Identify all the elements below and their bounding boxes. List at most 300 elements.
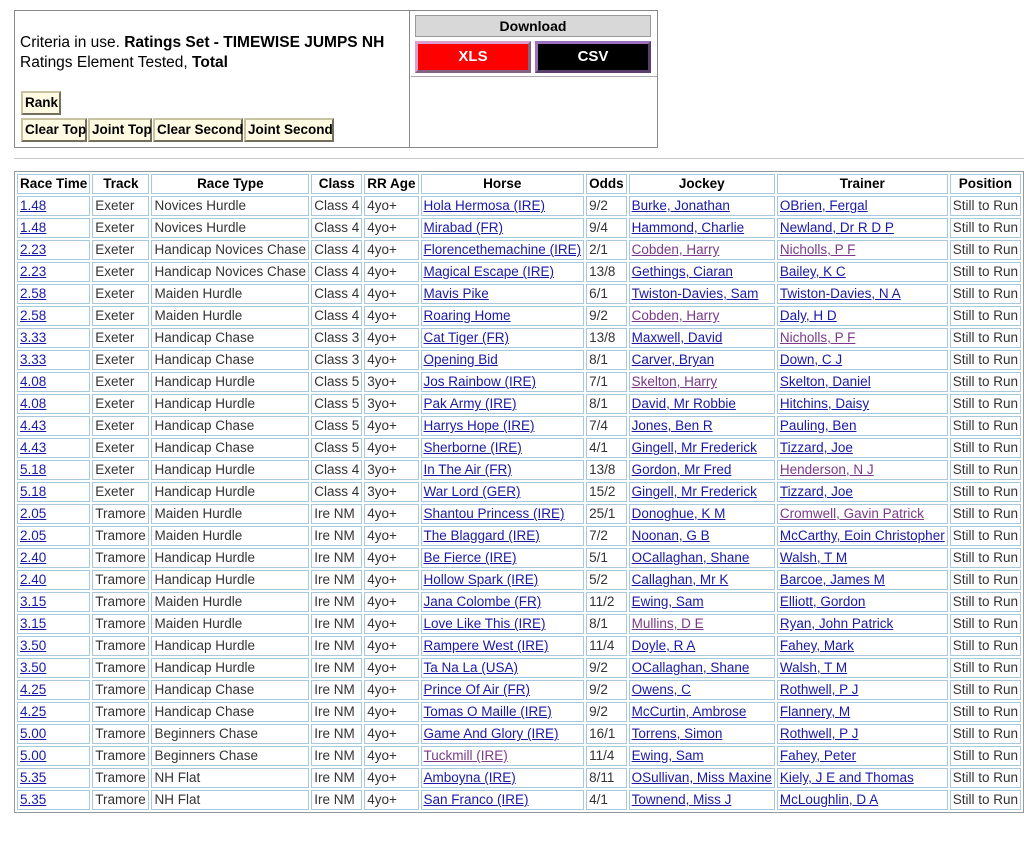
class-cell: Class 5 (311, 416, 362, 436)
class-cell: Class 4 (311, 306, 362, 326)
table-row (17, 702, 1021, 722)
class-cell: Class 4 (311, 460, 362, 480)
trainer-cell (777, 196, 948, 216)
race-type-cell: NH Flat (151, 768, 309, 788)
race-time-link[interactable]: 3.50 (20, 638, 47, 653)
race-time-cell (17, 240, 90, 260)
odds-cell: 11/4 (586, 746, 627, 766)
trainer-link[interactable]: Tizzard, Joe (779, 484, 853, 499)
horse-link[interactable]: Roaring Home (423, 308, 511, 323)
jockey-link[interactable]: Skelton, Harry (631, 374, 718, 389)
table-row (17, 504, 1021, 524)
race-type-cell: Handicap Chase (151, 416, 309, 436)
horse-cell (421, 526, 585, 546)
clear-top-button[interactable]: Clear Top (21, 118, 87, 142)
position-cell: Still to Run (950, 196, 1021, 216)
trainer-link[interactable]: OBrien, Fergal (779, 198, 868, 213)
horse-link[interactable]: Mavis Pike (423, 286, 489, 301)
race-type-cell: Handicap Hurdle (151, 482, 309, 502)
download-section (411, 11, 657, 77)
race-time-link[interactable]: 2.58 (20, 308, 47, 323)
trainer-cell (777, 768, 948, 788)
table-row (17, 548, 1021, 568)
race-time-link[interactable]: 4.43 (20, 440, 47, 455)
horse-cell (421, 218, 585, 238)
jockey-cell (629, 438, 775, 458)
trainer-link[interactable]: McLoughlin, D A (779, 792, 879, 807)
trainer-link[interactable]: Nicholls, P F (779, 330, 856, 345)
race-time-cell (17, 680, 90, 700)
trainer-link[interactable]: McCarthy, Eoin Christopher (779, 528, 945, 543)
rr-age-cell: 4yo+ (364, 284, 418, 304)
rr-age-cell: 3yo+ (364, 394, 418, 414)
trainer-cell (777, 372, 948, 392)
race-time-link[interactable]: 1.48 (20, 220, 47, 235)
race-time-link[interactable]: 4.25 (20, 704, 47, 719)
jockey-cell (629, 218, 775, 238)
jockey-link[interactable]: Gingell, Mr Frederick (631, 440, 757, 455)
race-time-link[interactable]: 5.35 (20, 792, 47, 807)
horse-link[interactable]: Cat Tiger (FR) (423, 330, 510, 345)
trainer-link[interactable]: Barcoe, James M (779, 572, 885, 587)
jockey-link[interactable]: David, Mr Robbie (631, 396, 736, 411)
rr-age-cell: 4yo+ (364, 614, 418, 634)
horse-link[interactable]: San Franco (IRE) (423, 792, 529, 807)
track-cell: Exeter (92, 350, 149, 370)
ratings-set: Ratings Set - TIMEWISE JUMPS NH (124, 34, 385, 51)
position-cell: Still to Run (950, 482, 1021, 502)
trainer-cell (777, 350, 948, 370)
position-cell: Still to Run (950, 416, 1021, 436)
race-time-link[interactable]: 3.33 (20, 330, 47, 345)
horse-link[interactable]: Florencethemachine (IRE) (423, 242, 582, 257)
table-row (17, 196, 1021, 216)
track-cell: Exeter (92, 394, 149, 414)
criteria-section (15, 11, 410, 147)
race-time-link[interactable]: 5.00 (20, 726, 47, 741)
horse-link[interactable]: Prince Of Air (FR) (423, 682, 531, 697)
class-cell: Ire NM (311, 724, 362, 744)
race-time-cell (17, 504, 90, 524)
xls-download-button[interactable]: XLS (415, 41, 531, 73)
jockey-cell (629, 548, 775, 568)
position-cell: Still to Run (950, 636, 1021, 656)
race-time-link[interactable]: 2.40 (20, 550, 47, 565)
track-cell: Tramore (92, 702, 149, 722)
trainer-link[interactable]: Skelton, Daniel (779, 374, 871, 389)
jockey-link[interactable]: Ewing, Sam (631, 748, 704, 763)
horse-link[interactable]: Love Like This (IRE) (423, 616, 546, 631)
odds-cell: 16/1 (586, 724, 627, 744)
horse-cell (421, 702, 585, 722)
horse-link[interactable]: Harrys Hope (IRE) (423, 418, 535, 433)
jockey-cell (629, 328, 775, 348)
jockey-link[interactable]: Cobden, Harry (631, 308, 720, 323)
rr-age-cell: 4yo+ (364, 240, 418, 260)
trainer-link[interactable]: Ryan, John Patrick (779, 616, 894, 631)
position-cell: Still to Run (950, 504, 1021, 524)
jockey-link[interactable]: OCallaghan, Shane (631, 550, 750, 565)
class-cell: Class 4 (311, 262, 362, 282)
race-time-link[interactable]: 2.40 (20, 572, 47, 587)
horse-cell (421, 306, 585, 326)
table-row (17, 350, 1021, 370)
trainer-cell (777, 592, 948, 612)
header-position: Position (950, 174, 1021, 194)
position-cell: Still to Run (950, 592, 1021, 612)
odds-cell: 8/1 (586, 350, 627, 370)
track-cell: Tramore (92, 614, 149, 634)
jockey-cell (629, 482, 775, 502)
odds-cell: 25/1 (586, 504, 627, 524)
race-type-cell: Handicap Chase (151, 350, 309, 370)
race-time-cell (17, 746, 90, 766)
track-cell: Tramore (92, 790, 149, 810)
odds-cell: 9/2 (586, 306, 627, 326)
trainer-cell (777, 482, 948, 502)
horse-link[interactable]: Hola Hermosa (IRE) (423, 198, 546, 213)
trainer-link[interactable]: Kiely, J E and Thomas (779, 770, 914, 785)
jockey-cell (629, 570, 775, 590)
position-cell: Still to Run (950, 790, 1021, 810)
horse-cell (421, 680, 585, 700)
track-cell: Exeter (92, 284, 149, 304)
track-cell: Exeter (92, 416, 149, 436)
horse-link[interactable]: Rampere West (IRE) (423, 638, 549, 653)
horse-cell (421, 724, 585, 744)
jockey-link[interactable]: McCurtin, Ambrose (631, 704, 747, 719)
results-table (14, 171, 1024, 813)
jockey-link[interactable]: Noonan, G B (631, 528, 710, 543)
rr-age-cell: 4yo+ (364, 636, 418, 656)
class-cell: Class 4 (311, 240, 362, 260)
trainer-link[interactable]: Walsh, T M (779, 660, 848, 675)
horse-link[interactable]: Jana Colombe (FR) (423, 594, 542, 609)
horse-cell (421, 768, 585, 788)
rr-age-cell: 3yo+ (364, 460, 418, 480)
jockey-link[interactable]: Owens, C (631, 682, 691, 697)
track-cell: Exeter (92, 306, 149, 326)
horse-cell (421, 394, 585, 414)
rank-button[interactable]: Rank (21, 91, 61, 115)
race-type-cell: Maiden Hurdle (151, 504, 309, 524)
horse-link[interactable]: Pak Army (IRE) (423, 396, 517, 411)
track-cell: Tramore (92, 680, 149, 700)
table-row (17, 240, 1021, 260)
trainer-link[interactable]: Flannery, M (779, 704, 851, 719)
trainer-link[interactable]: Twiston-Davies, N A (779, 286, 901, 301)
jockey-link[interactable]: Donoghue, K M (631, 506, 726, 521)
horse-cell (421, 548, 585, 568)
race-time-link[interactable]: 5.18 (20, 484, 47, 499)
race-type-cell: Maiden Hurdle (151, 284, 309, 304)
position-cell: Still to Run (950, 218, 1021, 238)
trainer-link[interactable]: Elliott, Gordon (779, 594, 866, 609)
odds-cell: 9/2 (586, 196, 627, 216)
race-time-link[interactable]: 2.23 (20, 242, 47, 257)
race-time-link[interactable]: 5.18 (20, 462, 47, 477)
rr-age-cell: 4yo+ (364, 262, 418, 282)
race-time-cell (17, 284, 90, 304)
track-cell: Tramore (92, 724, 149, 744)
trainer-link[interactable]: Pauling, Ben (779, 418, 857, 433)
trainer-cell (777, 394, 948, 414)
horse-link[interactable]: Be Fierce (IRE) (423, 550, 517, 565)
race-type-cell: Handicap Novices Chase (151, 240, 309, 260)
horse-cell (421, 438, 585, 458)
race-time-link[interactable]: 4.25 (20, 682, 47, 697)
horse-link[interactable]: The Blaggard (IRE) (423, 528, 540, 543)
class-cell: Class 3 (311, 350, 362, 370)
track-cell: Exeter (92, 218, 149, 238)
race-time-cell (17, 438, 90, 458)
race-type-cell: Maiden Hurdle (151, 306, 309, 326)
trainer-link[interactable]: Bailey, K C (779, 264, 846, 279)
race-time-cell (17, 372, 90, 392)
header-race-time: Race Time (17, 174, 90, 194)
race-type-cell: Handicap Hurdle (151, 636, 309, 656)
trainer-link[interactable]: Down, C J (779, 352, 843, 367)
odds-cell: 8/11 (586, 768, 627, 788)
jockey-link[interactable]: OCallaghan, Shane (631, 660, 750, 675)
trainer-link[interactable]: Fahey, Mark (779, 638, 854, 653)
odds-cell: 6/1 (586, 284, 627, 304)
trainer-cell (777, 702, 948, 722)
jockey-link[interactable]: Doyle, R A (631, 638, 696, 653)
odds-cell: 7/4 (586, 416, 627, 436)
jockey-link[interactable]: OSullivan, Miss Maxine (631, 770, 772, 785)
race-time-cell (17, 394, 90, 414)
trainer-cell (777, 240, 948, 260)
jockey-link[interactable]: Gordon, Mr Fred (631, 462, 732, 477)
jockey-link[interactable]: Twiston-Davies, Sam (631, 286, 759, 301)
race-time-link[interactable]: 3.33 (20, 352, 47, 367)
rr-age-cell: 4yo+ (364, 548, 418, 568)
rr-age-cell: 4yo+ (364, 416, 418, 436)
jockey-link[interactable]: Burke, Jonathan (631, 198, 730, 213)
horse-link[interactable]: War Lord (GER) (423, 484, 521, 499)
track-cell: Tramore (92, 526, 149, 546)
header-race-type: Race Type (151, 174, 309, 194)
joint-top-button[interactable]: Joint Top (88, 118, 152, 142)
class-cell: Ire NM (311, 526, 362, 546)
position-cell: Still to Run (950, 724, 1021, 744)
table-row (17, 680, 1021, 700)
trainer-link[interactable]: Nicholls, P F (779, 242, 856, 257)
position-cell: Still to Run (950, 328, 1021, 348)
horse-link[interactable]: Opening Bid (423, 352, 498, 367)
jockey-cell (629, 262, 775, 282)
position-cell: Still to Run (950, 702, 1021, 722)
horse-link[interactable]: Amboyna (IRE) (423, 770, 516, 785)
clear-second-button[interactable]: Clear Second (153, 118, 243, 142)
odds-cell: 15/2 (586, 482, 627, 502)
race-time-cell (17, 262, 90, 282)
horse-cell (421, 372, 585, 392)
race-time-link[interactable]: 2.05 (20, 528, 47, 543)
jockey-link[interactable]: Cobden, Harry (631, 242, 720, 257)
track-cell: Tramore (92, 548, 149, 568)
track-cell: Exeter (92, 328, 149, 348)
trainer-cell (777, 328, 948, 348)
trainer-cell (777, 438, 948, 458)
horse-link[interactable]: Game And Glory (IRE) (423, 726, 559, 741)
horse-link[interactable]: Tomas O Maille (IRE) (423, 704, 552, 719)
trainer-link[interactable]: Tizzard, Joe (779, 440, 853, 455)
jockey-link[interactable]: Carver, Bryan (631, 352, 715, 367)
trainer-link[interactable]: Henderson, N J (779, 462, 874, 477)
jockey-cell (629, 416, 775, 436)
track-cell: Exeter (92, 372, 149, 392)
class-cell: Ire NM (311, 702, 362, 722)
odds-cell: 13/8 (586, 460, 627, 480)
track-cell: Tramore (92, 504, 149, 524)
horse-link[interactable]: In The Air (FR) (423, 462, 512, 477)
horse-cell (421, 658, 585, 678)
race-type-cell: Handicap Hurdle (151, 570, 309, 590)
jockey-link[interactable]: Mullins, D E (631, 616, 704, 631)
jockey-link[interactable]: Maxwell, David (631, 330, 723, 345)
race-type-cell: Handicap Chase (151, 680, 309, 700)
class-cell: Ire NM (311, 592, 362, 612)
race-type-cell: Maiden Hurdle (151, 614, 309, 634)
horse-link[interactable]: Jos Rainbow (IRE) (423, 374, 537, 389)
jockey-link[interactable]: Jones, Ben R (631, 418, 713, 433)
race-time-link[interactable]: 4.08 (20, 374, 47, 389)
joint-second-button[interactable]: Joint Second (244, 118, 334, 142)
rr-age-cell: 4yo+ (364, 196, 418, 216)
race-type-cell: Novices Hurdle (151, 196, 309, 216)
rr-age-cell: 4yo+ (364, 350, 418, 370)
position-cell: Still to Run (950, 680, 1021, 700)
jockey-link[interactable]: Torrens, Simon (631, 726, 723, 741)
trainer-link[interactable]: Fahey, Peter (779, 748, 857, 763)
horse-link[interactable]: Magical Escape (IRE) (423, 264, 555, 279)
race-time-link[interactable]: 2.58 (20, 286, 47, 301)
race-type-cell: Maiden Hurdle (151, 526, 309, 546)
rr-age-cell: 4yo+ (364, 328, 418, 348)
jockey-link[interactable]: Gingell, Mr Frederick (631, 484, 757, 499)
table-row (17, 570, 1021, 590)
jockey-link[interactable]: Hammond, Charlie (631, 220, 745, 235)
trainer-link[interactable]: Cromwell, Gavin Patrick (779, 506, 924, 521)
race-time-cell (17, 724, 90, 744)
jockey-link[interactable]: Gethings, Ciaran (631, 264, 733, 279)
position-cell: Still to Run (950, 306, 1021, 326)
horse-cell (421, 570, 585, 590)
horse-link[interactable]: Mirabad (FR) (423, 220, 504, 235)
race-type-cell: Handicap Chase (151, 328, 309, 348)
odds-cell: 7/1 (586, 372, 627, 392)
race-time-link[interactable]: 3.15 (20, 616, 47, 631)
rr-age-cell: 4yo+ (364, 790, 418, 810)
class-cell: Ire NM (311, 636, 362, 656)
race-time-link[interactable]: 5.35 (20, 770, 47, 785)
odds-cell: 8/1 (586, 614, 627, 634)
race-time-link[interactable]: 5.00 (20, 748, 47, 763)
race-time-cell (17, 218, 90, 238)
table-row (17, 482, 1021, 502)
trainer-link[interactable]: Rothwell, P J (779, 682, 859, 697)
rr-age-cell: 4yo+ (364, 526, 418, 546)
race-time-link[interactable]: 3.50 (20, 660, 47, 675)
race-type-cell: Handicap Hurdle (151, 372, 309, 392)
jockey-link[interactable]: Townend, Miss J (631, 792, 732, 807)
header-track: Track (92, 174, 149, 194)
class-cell: Ire NM (311, 504, 362, 524)
criteria-text (20, 33, 384, 73)
race-time-cell (17, 614, 90, 634)
trainer-link[interactable]: Rothwell, P J (779, 726, 859, 741)
race-time-link[interactable]: 4.08 (20, 396, 47, 411)
rr-age-cell: 4yo+ (364, 658, 418, 678)
horse-link[interactable]: Shantou Princess (IRE) (423, 506, 565, 521)
jockey-cell (629, 350, 775, 370)
header-jockey: Jockey (629, 174, 775, 194)
race-time-link[interactable]: 1.48 (20, 198, 47, 213)
race-time-link[interactable]: 2.23 (20, 264, 47, 279)
class-cell: Class 5 (311, 372, 362, 392)
horse-cell (421, 592, 585, 612)
trainer-cell (777, 614, 948, 634)
horse-link[interactable]: Sherborne (IRE) (423, 440, 522, 455)
race-type-cell: Handicap Hurdle (151, 460, 309, 480)
criteria-prefix: Criteria in use. (20, 34, 125, 51)
trainer-link[interactable]: Newland, Dr R D P (779, 220, 894, 235)
horse-link[interactable]: Hollow Spark (IRE) (423, 572, 539, 587)
odds-cell: 13/8 (586, 262, 627, 282)
track-cell: Exeter (92, 460, 149, 480)
rr-age-cell: 4yo+ (364, 768, 418, 788)
track-cell: Exeter (92, 240, 149, 260)
track-cell: Tramore (92, 570, 149, 590)
track-cell: Exeter (92, 482, 149, 502)
horse-link[interactable]: Tuckmill (IRE) (423, 748, 508, 763)
horse-cell (421, 328, 585, 348)
track-cell: Tramore (92, 592, 149, 612)
position-cell: Still to Run (950, 526, 1021, 546)
horse-cell (421, 416, 585, 436)
race-time-link[interactable]: 3.15 (20, 594, 47, 609)
race-time-link[interactable]: 2.05 (20, 506, 47, 521)
race-time-cell (17, 570, 90, 590)
trainer-link[interactable]: Daly, H D (779, 308, 837, 323)
horse-link[interactable]: Ta Na La (USA) (423, 660, 519, 675)
position-cell: Still to Run (950, 394, 1021, 414)
position-cell: Still to Run (950, 460, 1021, 480)
rr-age-cell: 4yo+ (364, 680, 418, 700)
table-row (17, 262, 1021, 282)
odds-cell: 5/1 (586, 548, 627, 568)
position-cell: Still to Run (950, 658, 1021, 678)
race-time-link[interactable]: 4.43 (20, 418, 47, 433)
race-time-cell (17, 350, 90, 370)
trainer-cell (777, 746, 948, 766)
trainer-link[interactable]: Hitchins, Daisy (779, 396, 870, 411)
jockey-link[interactable]: Ewing, Sam (631, 594, 704, 609)
trainer-link[interactable]: Walsh, T M (779, 550, 848, 565)
trainer-cell (777, 526, 948, 546)
horse-cell (421, 614, 585, 634)
odds-cell: 4/1 (586, 790, 627, 810)
race-time-cell (17, 702, 90, 722)
trainer-cell (777, 460, 948, 480)
csv-download-button[interactable]: CSV (535, 41, 651, 73)
table-row (17, 746, 1021, 766)
trainer-cell (777, 790, 948, 810)
rr-age-cell: 4yo+ (364, 306, 418, 326)
jockey-link[interactable]: Callaghan, Mr K (631, 572, 729, 587)
